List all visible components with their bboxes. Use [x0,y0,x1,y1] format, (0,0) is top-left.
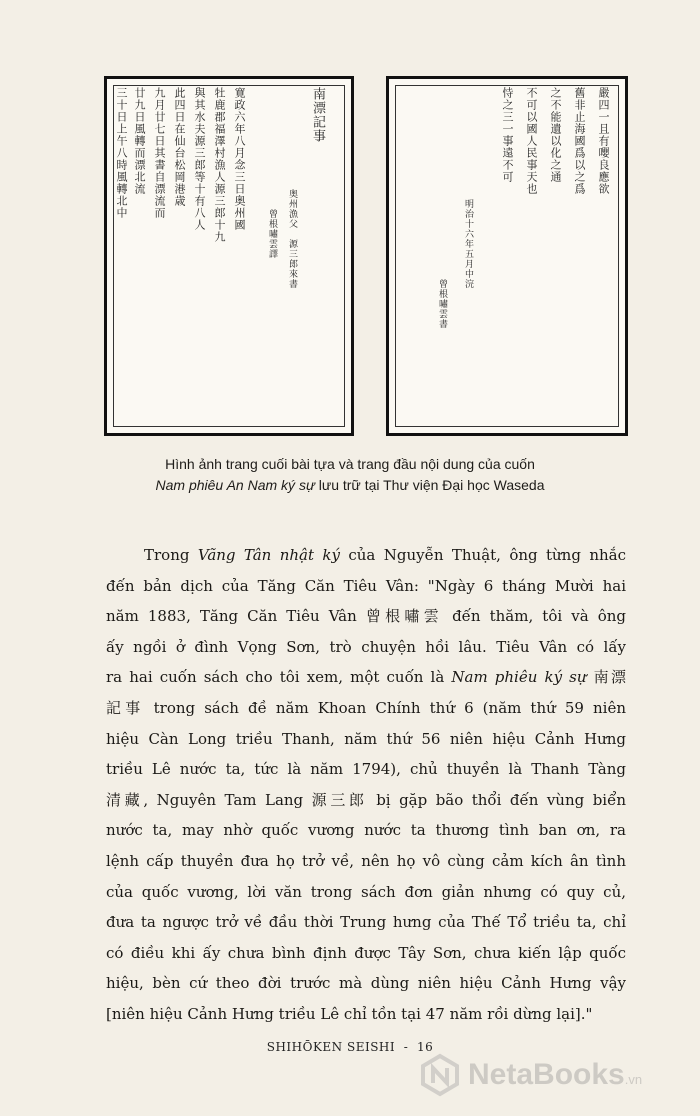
text-run: 南漂 [586,668,626,687]
vertical-text-column: 此四日在仙台松岡港歳 [173,87,186,207]
text-line [106,540,626,571]
caption-line [90,475,610,496]
text-line: có điều khi ấy chưa bình định được Tây Sơn, chưa kiến lập quốc [106,943,626,962]
vertical-text-column: 明治十六年五月中浣 [463,199,473,289]
text-line [106,662,626,693]
scanned-page-right [386,76,628,436]
text-line: hiệu, bèn cứ theo đời trước mà dùng niên hiệu Cảnh Hưng vậy [106,974,626,993]
text-line: ấy ngồi ở đình Vọng Sơn, trò chuyện hồi lâu. Tiêu Vân có lấy [106,637,626,656]
figure [104,76,626,444]
body-paragraph [106,540,626,1030]
text-line: lệnh cấp thuyền đưa họ trở về, nên họ vô cùng cảm kích ân tình [106,851,626,870]
footer-separator: - [403,1040,409,1054]
logo-icon [418,1053,462,1097]
book-title: Nam phiêu ký sự [451,668,587,687]
vertical-text-column: 與其水夫源三郎等十有八人 [193,87,206,231]
text-run: của Nguyễn Thuật, ông từng nhắc [339,546,626,564]
page-footer [0,1040,700,1054]
text-line: năm 1883, Tăng Căn Tiêu Vân 曾根嘯雲 đến thăm, tôi và ông [106,607,626,626]
vertical-text-column: 曾根嘯雲書 [437,279,447,329]
text-run: Trong [144,546,198,564]
watermark-suffix: .vn [624,1072,643,1087]
vertical-text-column: 廿九日風轉而漂北流 [133,87,146,195]
text-line: của quốc vương, lời văn trong sách đơn giản nhưng có quy củ, [106,882,626,901]
vertical-text-column: 奥州漁父 源三郎來書 [287,189,297,289]
vertical-text-column: 之不能遺以化之通 [549,87,562,183]
running-title: SHIHŌKEN SEISHI [266,1040,396,1054]
text-line: 記事 trong sách đề năm Khoan Chính thứ 6 (năm thứ 59 niên [106,698,626,717]
page-number: 16 [416,1040,434,1054]
vertical-text-column: 不可以國人民事天也 [525,87,538,195]
vertical-text-column: 舊非止海國爲以之爲 [573,87,586,195]
watermark-brand: NetaBooks [468,1058,625,1091]
vertical-text-column: 嚴四一且有嚶良應欲 [597,87,610,195]
vertical-text-column: 九月廿七日其書自漂流而 [153,87,166,219]
text-line: nước ta, may nhờ quốc vương nước ta thương tình ban ơn, ra [106,821,626,840]
vertical-text-column: 曾根嘯雲譯 [267,209,277,259]
text-run: ra hai cuốn sách cho tôi xem, một cuốn là [106,668,452,687]
figure-caption [90,454,610,496]
watermark-text [468,1058,642,1092]
caption-line: Hình ảnh trang cuối bài tựa và trang đầu nội dung của cuốn [165,456,535,472]
text-line: triều Lê nước ta, tức là năm 1794), chủ thuyền là Thanh Tàng [106,760,626,779]
caption-text: lưu trữ tại Thư viện Đại học Waseda [314,477,545,493]
vertical-text-column: 牡鹿郡福澤村漁人源三郎十九 [213,87,226,243]
vertical-text-column: 南漂記事 [310,87,325,143]
watermark [418,1053,642,1097]
scanned-page-left [104,76,354,436]
vertical-text-column: 三十日上午八時風轉北中 [115,87,128,219]
text-line: hiệu Càn Long triều Thanh, năm thứ 56 niên hiệu Cảnh Hưng [106,729,626,748]
vertical-text-column: 恃之三一事遠不可 [501,87,514,183]
vertical-text-column: 寛政六年八月念三日奥州國 [233,87,246,231]
text-line: [niên hiệu Cảnh Hưng triều Lê chỉ tồn tại 47 năm rồi dừng lại]." [106,1004,593,1023]
text-line: đến bản dịch của Tăng Căn Tiêu Vân: "Ngày 6 tháng Mười hai [106,576,626,595]
book-title: Vãng Tân nhật ký [197,546,340,564]
text-line: 清藏, Nguyên Tam Lang 源三郎 bị gặp bão thổi đến vùng biển [106,790,626,809]
text-line: đưa ta ngược trở về đầu thời Trung hưng của Thế Tổ triều ta, chỉ [106,913,626,932]
caption-title: Nam phiêu An Nam ký sự [155,477,315,493]
